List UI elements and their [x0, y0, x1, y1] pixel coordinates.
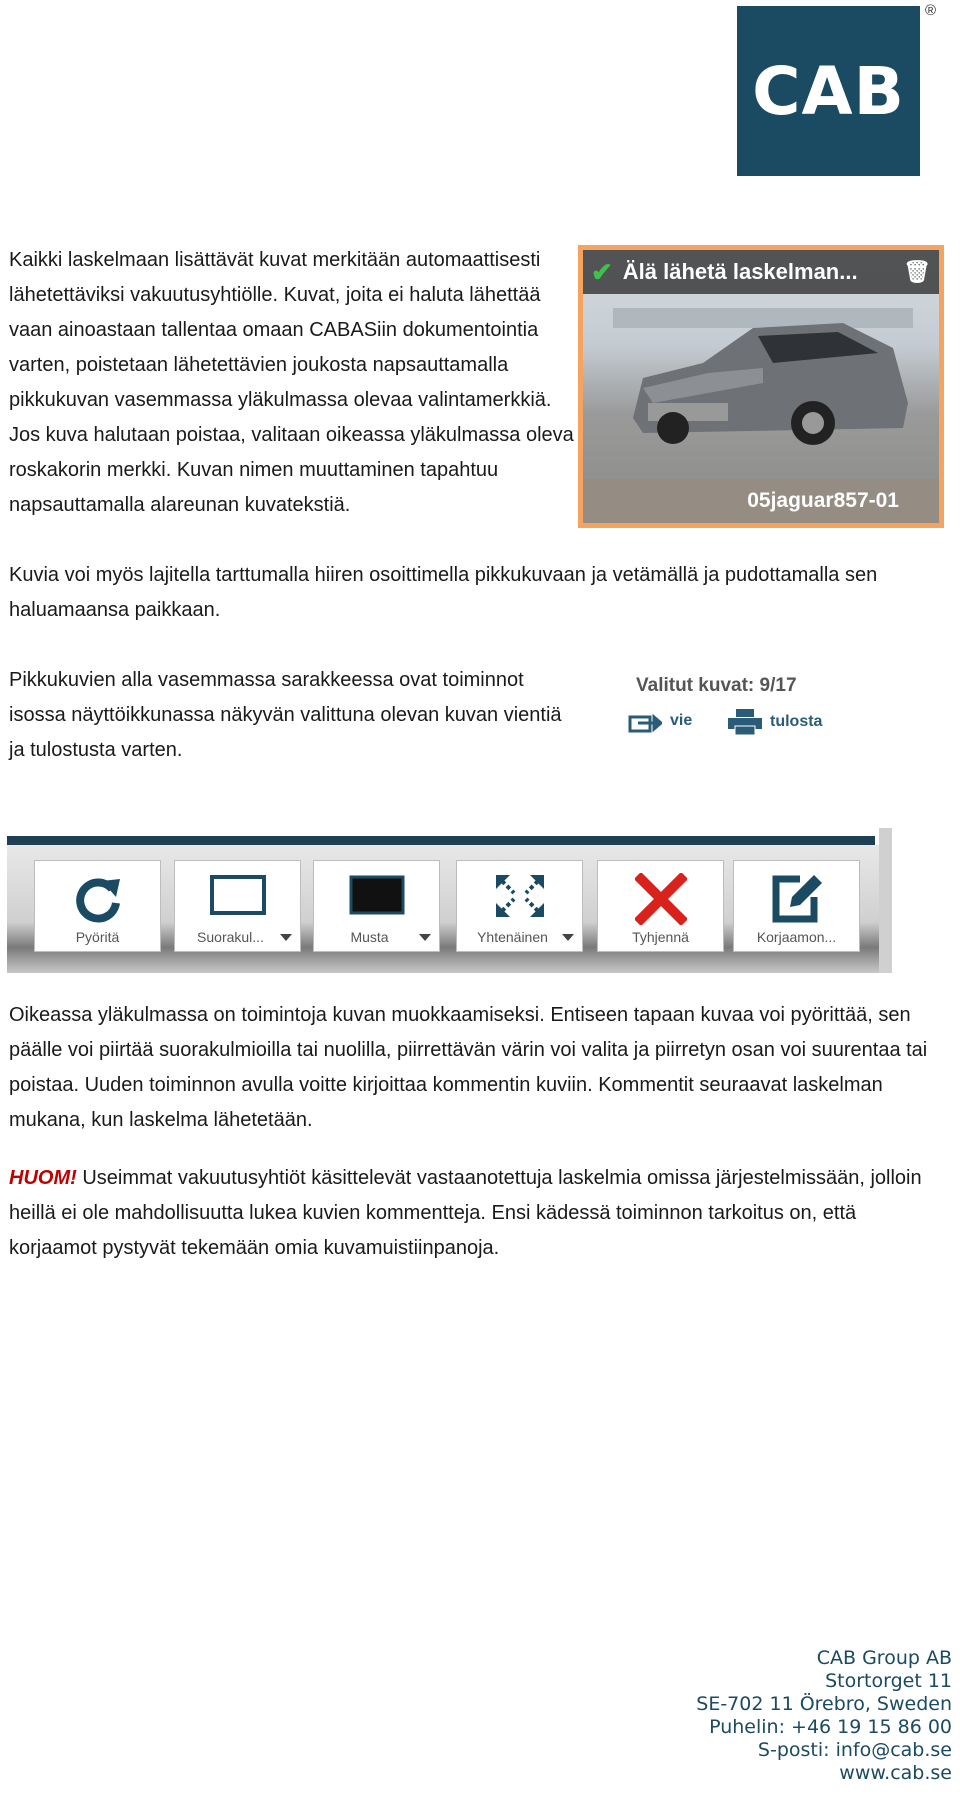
export-button[interactable] — [628, 709, 692, 733]
logo-text: CAB — [752, 52, 905, 130]
registered-mark: ® — [925, 2, 937, 19]
note-label: HUOM! — [9, 1167, 77, 1189]
paragraph-export-print: Pikkukuvien alla vasemmassa sarakkeessa ovat toiminnot isossa näyttöikkunassa näkyvän valittuna olevan kuvan vientiä ja tulostusta varten. — [9, 669, 562, 761]
check-icon[interactable]: ✔ — [591, 256, 613, 287]
paragraph-sorting: Kuvia voi myös lajitella tarttumalla hiiren osoittimella pikkukuvaan ja vetämällä ja pudottamalla sen haluamaansa paikkaan. — [9, 564, 878, 621]
footer-email[interactable]: S-posti: info@cab.se — [757, 1739, 952, 1761]
thumbnail-image — [583, 250, 939, 523]
cab-logo — [737, 6, 920, 176]
print-button[interactable] — [728, 709, 822, 735]
shape-select-button[interactable] — [174, 860, 301, 952]
scrollbar[interactable] — [879, 828, 892, 973]
paragraph-thumbnail-intro: Kaikki laskelmaan lisättävät kuvat merkitään automaattisesti lähetettäviksi vakuutusyhtiölle. Kuvat, joita ei haluta lähettää vaan ainoastaan tallentaa omaan CABASiin dokumentointia varten, poistetaan lähetettävien joukosta napsauttamalla pikkukuvan vasemmassa yläkulmassa olevaa valintamerkkiä. Jos kuva halutaan poistaa, valitaan oikeassa yläkulmassa oleva roskakorin merkki. Kuvan nimen muuttaminen tapahtuu napsauttamalla alareunan kuvatekstiä. — [9, 249, 574, 516]
edit-comment-icon — [770, 873, 824, 925]
footer-company: CAB Group AB — [816, 1647, 952, 1669]
rectangle-icon — [209, 873, 267, 917]
toolbar-top-border — [7, 836, 875, 845]
clear-button[interactable] — [597, 860, 724, 952]
note-text: Useimmat vakuutusyhtiöt käsittelevät vastaanotettuja laskelmia omissa järjestelmissään, jolloin heillä ei ole mahdollisuutta lukea kuvien kommentteja. Ensi kädessä toiminnon tarkoitus on, että korjaamot pystyvät tekemään omia kuvamuistiinpanoja. — [9, 1167, 922, 1259]
footer-street: Stortorget 11 — [825, 1670, 952, 1692]
thumbnail-caption[interactable]: 05jaguar857-01 — [583, 479, 939, 523]
rotate-icon — [72, 873, 124, 925]
footer-city: SE-702 11 Örebro, Sweden — [696, 1693, 952, 1715]
print-icon — [728, 709, 762, 735]
image-edit-toolbar — [7, 828, 892, 973]
color-swatch-icon — [348, 873, 406, 917]
trash-icon[interactable]: 🗑 — [903, 259, 931, 284]
car-thumbnail[interactable] — [578, 245, 944, 528]
car-image — [613, 308, 913, 458]
chevron-down-icon — [562, 934, 574, 941]
rotate-button[interactable] — [34, 860, 161, 952]
export-icon — [628, 709, 662, 733]
line-style-label: Yhtenäinen — [477, 929, 548, 945]
paragraph-editing-tools: Oikeassa yläkulmassa on toimintoja kuvan muokkaamiseksi. Entiseen tapaan kuvaa voi pyörittää, sen päälle voi piirtää suorakulmioilla tai nuolilla, piirrettävän värin voi valita ja piirretyn osan voi suurentaa tai poistaa. Uuden toiminnon avulla voitte kirjoittaa kommentin kuviin. Kommentit seuraavat laskelman mukana, kun laskelma lähetetään. — [9, 1004, 928, 1131]
expand-icon — [494, 873, 546, 919]
workshop-comment-button[interactable] — [733, 860, 860, 952]
line-style-button[interactable] — [456, 860, 583, 952]
chevron-down-icon — [419, 934, 431, 941]
chevron-down-icon — [280, 934, 292, 941]
paragraph-note — [9, 1161, 939, 1266]
rotate-label: Pyöritä — [75, 929, 120, 945]
workshop-comment-label: Korjaamon... — [756, 929, 837, 945]
footer-phone: Puhelin: +46 19 15 86 00 — [709, 1716, 952, 1738]
print-label: tulosta — [770, 713, 823, 730]
color-select-label: Musta — [350, 929, 389, 945]
thumbnail-header-label[interactable]: Älä lähetä laskelman... — [622, 259, 858, 284]
thumbnail-header — [583, 250, 939, 294]
color-select-button[interactable] — [313, 860, 440, 952]
export-label: vie — [670, 712, 693, 729]
footer-address — [696, 1647, 952, 1785]
shape-select-label: Suorakul... — [197, 929, 264, 945]
footer-web[interactable]: www.cab.se — [839, 1762, 952, 1784]
selected-count-label: Valitut kuvat: 9/17 — [636, 675, 797, 696]
clear-label: Tyhjennä — [632, 929, 689, 945]
clear-icon — [635, 873, 687, 925]
